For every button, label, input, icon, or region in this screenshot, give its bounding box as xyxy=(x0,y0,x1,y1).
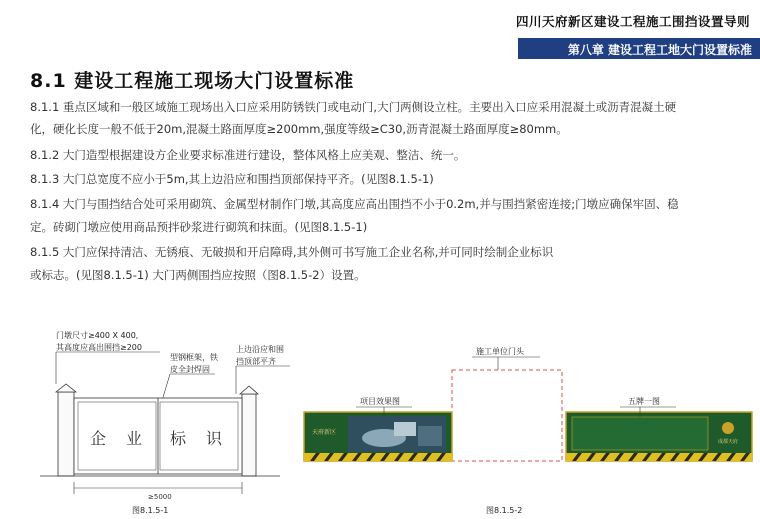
right-panel-logo-mark xyxy=(722,422,734,434)
paragraph-8-1-5-line1: 8.1.5 大门应保持清洁、无锈痕、无破损和开启障碍,其外侧可书写施工企业名称,并可同时绘制企业标识 xyxy=(30,245,554,259)
top-edge-note-line1: 上边沿应和围 xyxy=(236,345,284,354)
rendering-tower-shape xyxy=(394,422,416,436)
five-boards-sign-area xyxy=(572,417,708,450)
top-edge-note-line2: 挡顶部平齐 xyxy=(236,357,276,366)
pier-size-note-line2: 其高度应高出围挡≥200 xyxy=(56,343,142,352)
paragraph-8-1-3: 8.1.3 大门总宽度不应小于5m,其上边沿应和围挡顶部保持平齐。(见图8.1.5-1) xyxy=(30,172,434,186)
figure-gate-elevation xyxy=(30,322,300,519)
paragraph-8-1-4-line1: 8.1.4 大门与围挡结合处可采用砌筑、金属型材制作门墩,其高度应高出围挡不小于0.2m,并与围挡紧密连接;门墩应确保牢固、稳 xyxy=(30,197,679,211)
gate-char-1: 企 xyxy=(90,429,107,448)
left-panel-logo: 天府新区 xyxy=(312,429,337,436)
rendering-side-block xyxy=(418,426,442,446)
figure-hoarding-layout xyxy=(300,330,760,519)
paragraph-8-1-4-line2: 定。砖砌门墩应使用商品预拌砂浆进行砌筑和抹面。(见图8.1.5-1) xyxy=(30,220,368,234)
gate-header-label: 施工单位门头 xyxy=(476,347,524,356)
dimension-label: ≥5000 xyxy=(148,493,172,501)
right-panel-label: 五牌一图 xyxy=(628,397,660,406)
chapter-banner xyxy=(518,39,760,59)
right-pier xyxy=(242,394,256,476)
gate-char-4: 识 xyxy=(206,429,223,448)
right-pier-cap xyxy=(240,386,258,394)
frame-note-line2: 皮全封焊固 xyxy=(170,365,210,374)
paragraph-8-1-1-line1: 8.1.1 重点区域和一般区域施工现场出入口应采用防锈铁门或电动门,大门两侧设立柱。主要出入口应采用混凝土或沥青混凝土硬 xyxy=(30,100,677,114)
section-title: 8.1 建设工程施工现场大门设置标准 xyxy=(30,70,355,92)
figure2-caption: 图8.1.5-2 xyxy=(486,506,523,515)
figure1-caption: 图8.1.5-1 xyxy=(132,506,169,515)
left-panel-label: 项目效果图 xyxy=(360,397,400,406)
gate-char-2: 业 xyxy=(126,429,143,448)
pier-size-note-line1: 门墩尺寸≥400 X 400, xyxy=(56,331,139,340)
left-pier-cap xyxy=(56,384,76,392)
gate-opening-dashed xyxy=(452,370,562,461)
frame-note-line1: 型钢框架，铁 xyxy=(170,353,218,362)
paragraph-8-1-5-line2: 或标志。(见图8.1.5-1) 大门两侧围挡应按照（图8.1.5-2）设置。 xyxy=(30,268,366,282)
gate-char-3: 标 xyxy=(170,429,187,448)
right-panel-logo: 成都天府 xyxy=(718,439,739,445)
chapter-title: 第八章 建设工程工地大门设置标准 xyxy=(567,43,752,57)
paragraph-8-1-1-line2: 化，硬化长度一般不低于20m,混凝土路面厚度≥200mm,强度等级≥C30,沥青混凝土路面厚度≥80mm。 xyxy=(30,122,568,136)
paragraph-8-1-2: 8.1.2 大门造型根据建设方企业要求标准进行建设，整体风格上应美观、整洁、统一。 xyxy=(30,148,466,162)
left-pier xyxy=(58,392,74,476)
document-title: 四川天府新区建设工程施工围挡设置导则 xyxy=(515,14,750,29)
